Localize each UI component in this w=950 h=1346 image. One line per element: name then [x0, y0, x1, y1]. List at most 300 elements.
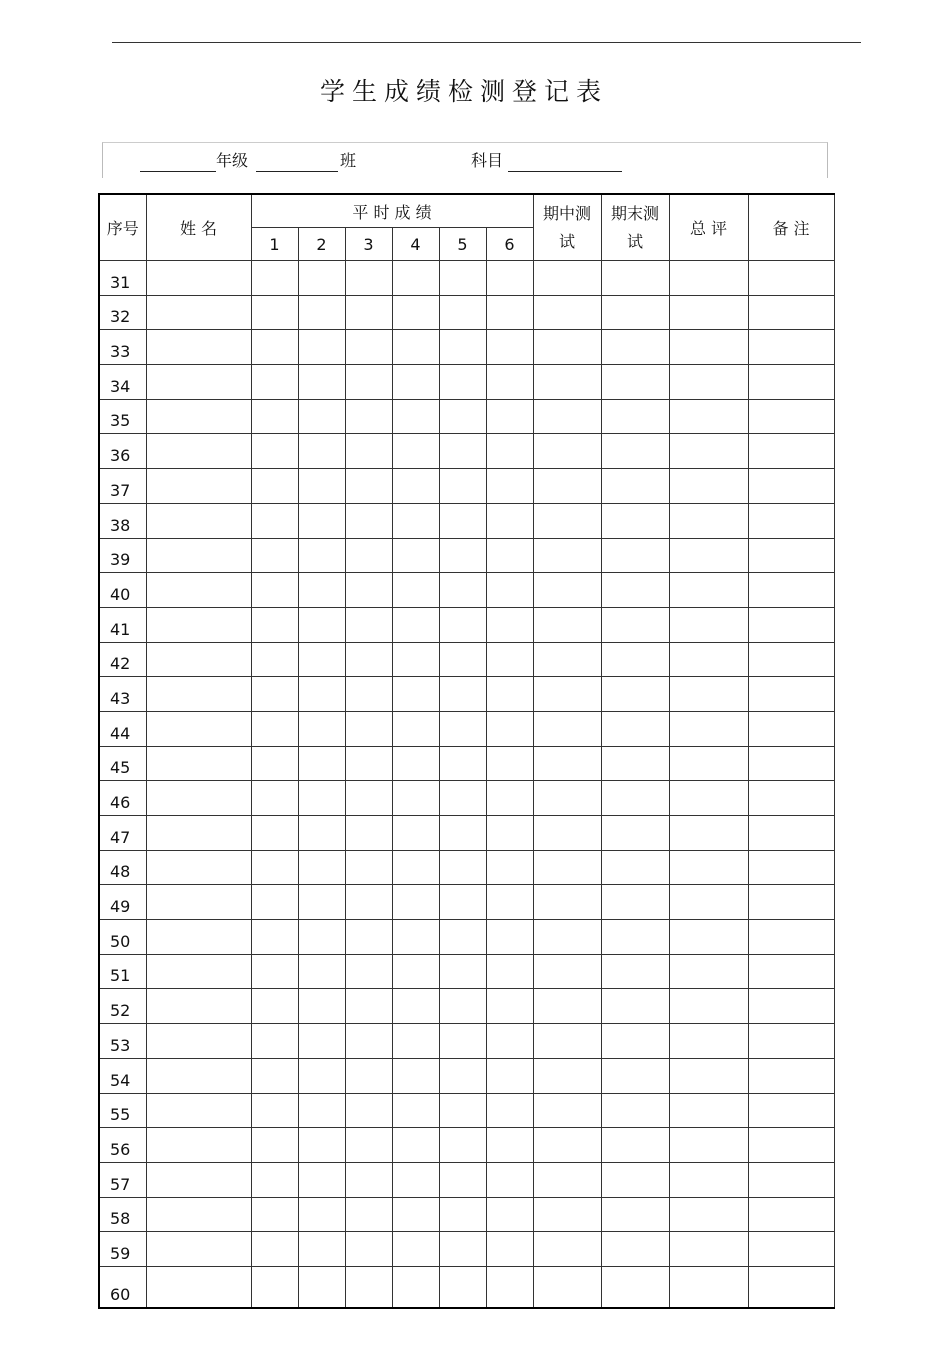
blank-cell [251, 920, 298, 955]
blank-cell [345, 365, 392, 400]
blank-cell [146, 1162, 251, 1197]
table-row [99, 885, 834, 920]
blank-cell [486, 920, 533, 955]
blank-cell [669, 850, 748, 885]
blank-cell [486, 1024, 533, 1059]
top-rule [112, 42, 861, 43]
blank-cell [601, 573, 669, 608]
blank-cell [298, 261, 345, 296]
blank-cell [251, 365, 298, 400]
blank-cell [533, 434, 601, 469]
blank-cell [298, 1232, 345, 1267]
row-number: 40 [99, 573, 146, 608]
blank-cell [298, 746, 345, 781]
blank-cell [392, 920, 439, 955]
blank-cell [146, 816, 251, 851]
blank-cell [439, 746, 486, 781]
blank-cell [439, 1197, 486, 1232]
blank-cell [146, 746, 251, 781]
header-final [601, 194, 669, 261]
blank-cell [669, 365, 748, 400]
blank-cell [601, 365, 669, 400]
blank-cell [533, 781, 601, 816]
blank-cell [345, 1058, 392, 1093]
subject-blank [508, 171, 622, 172]
blank-cell [392, 503, 439, 538]
blank-cell [146, 330, 251, 365]
blank-cell [669, 711, 748, 746]
blank-cell [345, 954, 392, 989]
table-row [99, 503, 834, 538]
blank-cell [601, 1093, 669, 1128]
blank-cell [146, 573, 251, 608]
blank-cell [251, 1162, 298, 1197]
blank-cell [533, 642, 601, 677]
blank-cell [669, 1232, 748, 1267]
table-row [99, 1024, 834, 1059]
blank-cell [748, 538, 834, 573]
blank-cell [298, 1162, 345, 1197]
blank-cell [439, 954, 486, 989]
blank-cell [439, 1058, 486, 1093]
blank-cell [298, 365, 345, 400]
header-seq: 序号 [99, 194, 146, 261]
blank-cell [533, 711, 601, 746]
blank-cell [439, 1232, 486, 1267]
blank-cell [601, 1024, 669, 1059]
blank-cell [748, 746, 834, 781]
blank-cell [486, 469, 533, 504]
blank-cell [669, 469, 748, 504]
blank-cell [669, 781, 748, 816]
blank-cell [601, 711, 669, 746]
blank-cell [748, 1197, 834, 1232]
blank-cell [439, 642, 486, 677]
blank-cell [392, 399, 439, 434]
header-regular-4: 4 [392, 228, 439, 261]
blank-cell [392, 434, 439, 469]
blank-cell [533, 607, 601, 642]
blank-cell [345, 920, 392, 955]
header-regular-scores: 平 时 成 绩 [251, 194, 533, 228]
blank-cell [748, 365, 834, 400]
blank-cell [392, 711, 439, 746]
blank-cell [669, 1162, 748, 1197]
blank-cell [392, 1197, 439, 1232]
blank-cell [601, 1266, 669, 1308]
blank-cell [298, 781, 345, 816]
row-number: 39 [99, 538, 146, 573]
blank-cell [146, 885, 251, 920]
blank-cell [601, 850, 669, 885]
blank-cell [392, 746, 439, 781]
blank-cell [669, 295, 748, 330]
table-row [99, 746, 834, 781]
blank-cell [251, 954, 298, 989]
blank-cell [146, 607, 251, 642]
blank-cell [669, 677, 748, 712]
blank-cell [146, 1093, 251, 1128]
table-row [99, 261, 834, 296]
blank-cell [601, 1128, 669, 1163]
blank-cell [392, 1128, 439, 1163]
blank-cell [392, 954, 439, 989]
blank-cell [345, 469, 392, 504]
blank-cell [439, 503, 486, 538]
blank-cell [669, 1266, 748, 1308]
blank-cell [251, 1197, 298, 1232]
header-midterm [533, 194, 601, 261]
blank-cell [392, 1162, 439, 1197]
blank-cell [748, 434, 834, 469]
blank-cell [486, 1162, 533, 1197]
blank-cell [533, 573, 601, 608]
blank-cell [345, 677, 392, 712]
blank-cell [439, 573, 486, 608]
blank-cell [251, 885, 298, 920]
row-number: 47 [99, 816, 146, 851]
blank-cell [748, 642, 834, 677]
blank-cell [669, 503, 748, 538]
blank-cell [601, 399, 669, 434]
table-row [99, 920, 834, 955]
header-overall: 总 评 [669, 194, 748, 261]
blank-cell [146, 1266, 251, 1308]
blank-cell [669, 1128, 748, 1163]
blank-cell [345, 1266, 392, 1308]
class-label: 班 [340, 151, 357, 170]
blank-cell [533, 746, 601, 781]
blank-cell [486, 1128, 533, 1163]
blank-cell [251, 850, 298, 885]
blank-cell [298, 573, 345, 608]
table-row [99, 1232, 834, 1267]
table-row [99, 295, 834, 330]
blank-cell [486, 434, 533, 469]
blank-cell [601, 538, 669, 573]
blank-cell [251, 989, 298, 1024]
blank-cell [601, 677, 669, 712]
blank-cell [392, 538, 439, 573]
blank-cell [601, 885, 669, 920]
blank-cell [533, 503, 601, 538]
blank-cell [439, 1162, 486, 1197]
blank-cell [533, 816, 601, 851]
blank-cell [748, 1093, 834, 1128]
row-number: 58 [99, 1197, 146, 1232]
blank-cell [251, 642, 298, 677]
blank-cell [748, 607, 834, 642]
blank-cell [601, 920, 669, 955]
row-number: 53 [99, 1024, 146, 1059]
blank-cell [146, 1232, 251, 1267]
blank-cell [669, 399, 748, 434]
row-number: 38 [99, 503, 146, 538]
blank-cell [439, 816, 486, 851]
blank-cell [251, 607, 298, 642]
table-row [99, 469, 834, 504]
blank-cell [392, 885, 439, 920]
blank-cell [669, 434, 748, 469]
blank-cell [345, 1093, 392, 1128]
table-row [99, 365, 834, 400]
blank-cell [533, 1024, 601, 1059]
table-row [99, 781, 834, 816]
blank-cell [439, 330, 486, 365]
blank-cell [533, 1232, 601, 1267]
blank-cell [345, 295, 392, 330]
header-final-line1: 期末测 [611, 203, 660, 223]
blank-cell [669, 573, 748, 608]
blank-cell [345, 330, 392, 365]
blank-cell [251, 1093, 298, 1128]
blank-cell [251, 1128, 298, 1163]
header-regular-1: 1 [251, 228, 298, 261]
row-number: 57 [99, 1162, 146, 1197]
blank-cell [486, 573, 533, 608]
blank-cell [748, 989, 834, 1024]
blank-cell [298, 920, 345, 955]
blank-cell [748, 399, 834, 434]
blank-cell [533, 1058, 601, 1093]
table-row [99, 711, 834, 746]
blank-cell [533, 920, 601, 955]
row-number: 48 [99, 850, 146, 885]
header-regular-6: 6 [486, 228, 533, 261]
table-row [99, 642, 834, 677]
table-row [99, 816, 834, 851]
blank-cell [439, 365, 486, 400]
row-number: 44 [99, 711, 146, 746]
blank-cell [345, 1162, 392, 1197]
blank-cell [251, 538, 298, 573]
blank-cell [486, 746, 533, 781]
blank-cell [669, 954, 748, 989]
blank-cell [669, 746, 748, 781]
blank-cell [345, 781, 392, 816]
blank-cell [251, 677, 298, 712]
blank-cell [533, 1266, 601, 1308]
blank-cell [345, 261, 392, 296]
grade-blank [140, 171, 216, 172]
row-number: 34 [99, 365, 146, 400]
blank-cell [345, 607, 392, 642]
blank-cell [601, 1232, 669, 1267]
blank-cell [486, 1232, 533, 1267]
blank-cell [345, 538, 392, 573]
blank-cell [601, 954, 669, 989]
header-regular-3: 3 [345, 228, 392, 261]
blank-cell [251, 469, 298, 504]
blank-cell [345, 885, 392, 920]
blank-cell [146, 365, 251, 400]
blank-cell [601, 295, 669, 330]
blank-cell [146, 642, 251, 677]
blank-cell [439, 885, 486, 920]
blank-cell [486, 503, 533, 538]
blank-cell [439, 989, 486, 1024]
blank-cell [486, 677, 533, 712]
row-number: 31 [99, 261, 146, 296]
blank-cell [392, 1058, 439, 1093]
blank-cell [251, 816, 298, 851]
blank-cell [298, 1058, 345, 1093]
blank-cell [533, 330, 601, 365]
blank-cell [601, 434, 669, 469]
blank-cell [486, 989, 533, 1024]
table-row [99, 538, 834, 573]
blank-cell [439, 1128, 486, 1163]
blank-cell [298, 434, 345, 469]
blank-cell [533, 365, 601, 400]
table-row [99, 434, 834, 469]
blank-cell [298, 1024, 345, 1059]
blank-cell [601, 330, 669, 365]
blank-cell [146, 1197, 251, 1232]
blank-cell [669, 1058, 748, 1093]
blank-cell [251, 399, 298, 434]
blank-cell [748, 850, 834, 885]
blank-cell [669, 885, 748, 920]
blank-cell [146, 1024, 251, 1059]
blank-cell [146, 538, 251, 573]
blank-cell [439, 1266, 486, 1308]
blank-cell [748, 295, 834, 330]
blank-cell [439, 850, 486, 885]
blank-cell [251, 1058, 298, 1093]
blank-cell [601, 1058, 669, 1093]
blank-cell [669, 330, 748, 365]
blank-cell [669, 1024, 748, 1059]
blank-cell [748, 469, 834, 504]
table-row [99, 1266, 834, 1308]
row-number: 36 [99, 434, 146, 469]
blank-cell [669, 607, 748, 642]
blank-cell [439, 399, 486, 434]
blank-cell [345, 989, 392, 1024]
header-midterm-line2: 试 [559, 231, 576, 251]
blank-cell [298, 295, 345, 330]
blank-cell [345, 434, 392, 469]
blank-cell [298, 1266, 345, 1308]
blank-cell [345, 746, 392, 781]
table-row [99, 330, 834, 365]
blank-cell [392, 642, 439, 677]
blank-cell [533, 469, 601, 504]
blank-cell [439, 781, 486, 816]
blank-cell [486, 607, 533, 642]
header-regular-5: 5 [439, 228, 486, 261]
row-number: 59 [99, 1232, 146, 1267]
blank-cell [601, 1162, 669, 1197]
header-remarks: 备 注 [748, 194, 834, 261]
blank-cell [533, 1197, 601, 1232]
blank-cell [146, 989, 251, 1024]
blank-cell [251, 261, 298, 296]
blank-cell [439, 538, 486, 573]
blank-cell [392, 850, 439, 885]
class-blank [256, 171, 338, 172]
blank-cell [533, 989, 601, 1024]
blank-cell [392, 677, 439, 712]
blank-cell [146, 261, 251, 296]
blank-cell [298, 642, 345, 677]
blank-cell [533, 1093, 601, 1128]
blank-cell [392, 1093, 439, 1128]
blank-cell [146, 503, 251, 538]
blank-cell [298, 677, 345, 712]
table-row [99, 607, 834, 642]
row-number: 51 [99, 954, 146, 989]
blank-cell [345, 1128, 392, 1163]
blank-cell [748, 573, 834, 608]
blank-cell [439, 1024, 486, 1059]
blank-cell [748, 1024, 834, 1059]
blank-cell [345, 399, 392, 434]
blank-cell [345, 1232, 392, 1267]
blank-cell [486, 781, 533, 816]
blank-cell [601, 607, 669, 642]
blank-cell [486, 711, 533, 746]
blank-cell [669, 1197, 748, 1232]
blank-cell [486, 1266, 533, 1308]
blank-cell [601, 642, 669, 677]
blank-cell [298, 469, 345, 504]
blank-cell [392, 989, 439, 1024]
blank-cell [669, 1093, 748, 1128]
row-number: 55 [99, 1093, 146, 1128]
blank-cell [298, 538, 345, 573]
blank-cell [533, 538, 601, 573]
blank-cell [298, 711, 345, 746]
blank-cell [146, 711, 251, 746]
blank-cell [486, 538, 533, 573]
info-box [102, 142, 828, 178]
row-number: 46 [99, 781, 146, 816]
blank-cell [601, 746, 669, 781]
blank-cell [669, 920, 748, 955]
blank-cell [345, 503, 392, 538]
blank-cell [601, 989, 669, 1024]
blank-cell [251, 711, 298, 746]
row-number: 45 [99, 746, 146, 781]
blank-cell [669, 642, 748, 677]
blank-cell [146, 399, 251, 434]
blank-cell [392, 781, 439, 816]
blank-cell [486, 330, 533, 365]
blank-cell [146, 1128, 251, 1163]
grade-table-wrap [98, 193, 832, 1304]
blank-cell [748, 781, 834, 816]
header-midterm-line1: 期中测 [543, 203, 592, 223]
blank-cell [748, 677, 834, 712]
blank-cell [601, 469, 669, 504]
blank-cell [146, 434, 251, 469]
blank-cell [392, 1024, 439, 1059]
row-number: 35 [99, 399, 146, 434]
blank-cell [439, 711, 486, 746]
table-row [99, 1058, 834, 1093]
blank-cell [748, 711, 834, 746]
blank-cell [669, 538, 748, 573]
blank-cell [251, 434, 298, 469]
blank-cell [251, 295, 298, 330]
blank-cell [533, 885, 601, 920]
blank-cell [533, 850, 601, 885]
row-number: 42 [99, 642, 146, 677]
blank-cell [392, 365, 439, 400]
blank-cell [601, 1197, 669, 1232]
